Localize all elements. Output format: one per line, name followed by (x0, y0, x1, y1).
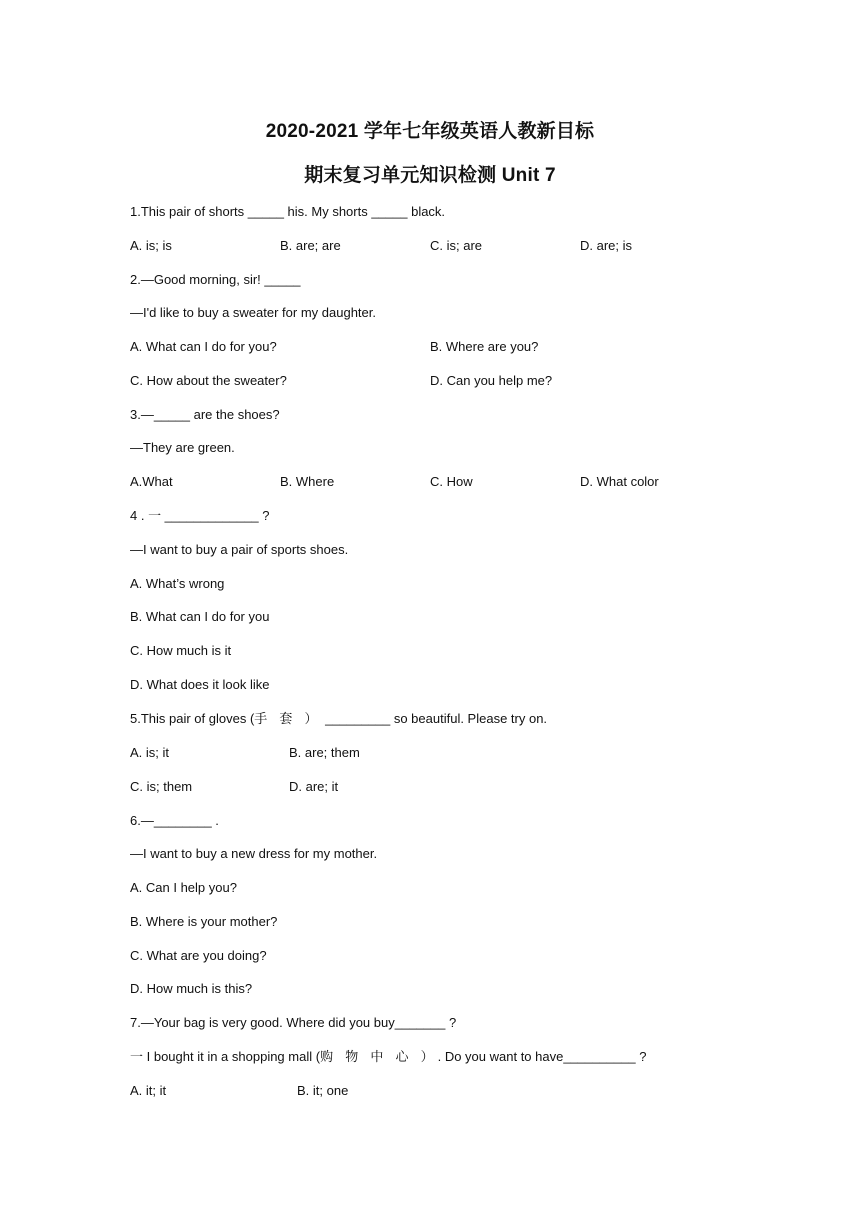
question-3-stem: 3.—_____ are the shoes? (130, 407, 280, 422)
question-7-option-b: B. it; one (297, 1083, 349, 1098)
question-6-option-d: D. How much is this? (130, 981, 253, 996)
question-6-option-c: C. What are you doing? (130, 948, 267, 963)
question-7-reply-part-2: . Do you want to have__________ ? (437, 1049, 647, 1064)
question-1-option-a: A. is; is (130, 238, 172, 253)
question-4-option-b: B. What can I do for you (130, 609, 270, 624)
question-2-option-a: A. What can I do for you? (130, 339, 277, 354)
question-6-option-a: A. Can I help you? (130, 880, 237, 895)
question-2-stem: 2.—Good morning, sir! _____ (130, 272, 301, 287)
question-1-option-b: B. are; are (280, 238, 341, 253)
question-4-reply: —I want to buy a pair of sports shoes. (130, 542, 349, 557)
question-7-option-a: A. it; it (130, 1083, 167, 1098)
question-6-reply: —I want to buy a new dress for my mother. (130, 846, 378, 861)
question-6-option-b: B. Where is your mother? (130, 914, 278, 929)
question-7-chinese-gloss: 购 物 中 心 ） (320, 1050, 438, 1065)
question-1-stem: 1.This pair of shorts _____ his. My shorts _____ black. (130, 204, 446, 219)
question-6-stem: 6.—________ . (130, 813, 219, 828)
question-2-reply: —I'd like to buy a sweater for my daughter. (130, 305, 376, 320)
question-1-option-c: C. is; are (430, 238, 483, 253)
question-3-option-c: C. How (430, 474, 473, 489)
question-5-stem (130, 710, 547, 729)
question-3-option-a: A.What (130, 474, 173, 489)
question-1-option-d: D. are; is (580, 238, 633, 253)
question-4-option-c: C. How much is it (130, 643, 232, 658)
question-7-reply-part-1: 一 I bought it in a shopping mall ( (130, 1049, 321, 1064)
question-3-option-b: B. Where (280, 474, 335, 489)
question-7-reply (130, 1048, 646, 1067)
question-5-option-d: D. are; it (289, 779, 339, 794)
question-4-option-a: A. What’s wrong (130, 576, 225, 591)
question-5-stem-part-1: 5.This pair of gloves ( (130, 711, 255, 726)
title-line-2: 期末复习单元知识检测 Unit 7 (304, 165, 556, 186)
question-5-chinese-gloss: 手 套 ） (254, 712, 322, 727)
question-5-option-c: C. is; them (130, 779, 193, 794)
question-3-option-d: D. What color (580, 474, 659, 489)
title-line-1: 2020-2021 学年七年级英语人教新目标 (265, 121, 595, 142)
question-2-option-b: B. Where are you? (430, 339, 539, 354)
question-7-stem: 7.—Your bag is very good. Where did you buy_______ ? (130, 1015, 457, 1030)
question-4-option-d: D. What does it look like (130, 677, 270, 692)
question-5-option-a: A. is; it (130, 745, 170, 760)
question-2-option-d: D. Can you help me? (430, 373, 553, 388)
question-5-option-b: B. are; them (289, 745, 360, 760)
question-4-stem: 4 . 一 _____________ ? (130, 508, 270, 523)
question-5-stem-part-2: _________ so beautiful. Please try on. (321, 711, 548, 726)
question-2-option-c: C. How about the sweater? (130, 373, 287, 388)
question-3-reply: —They are green. (130, 440, 235, 455)
